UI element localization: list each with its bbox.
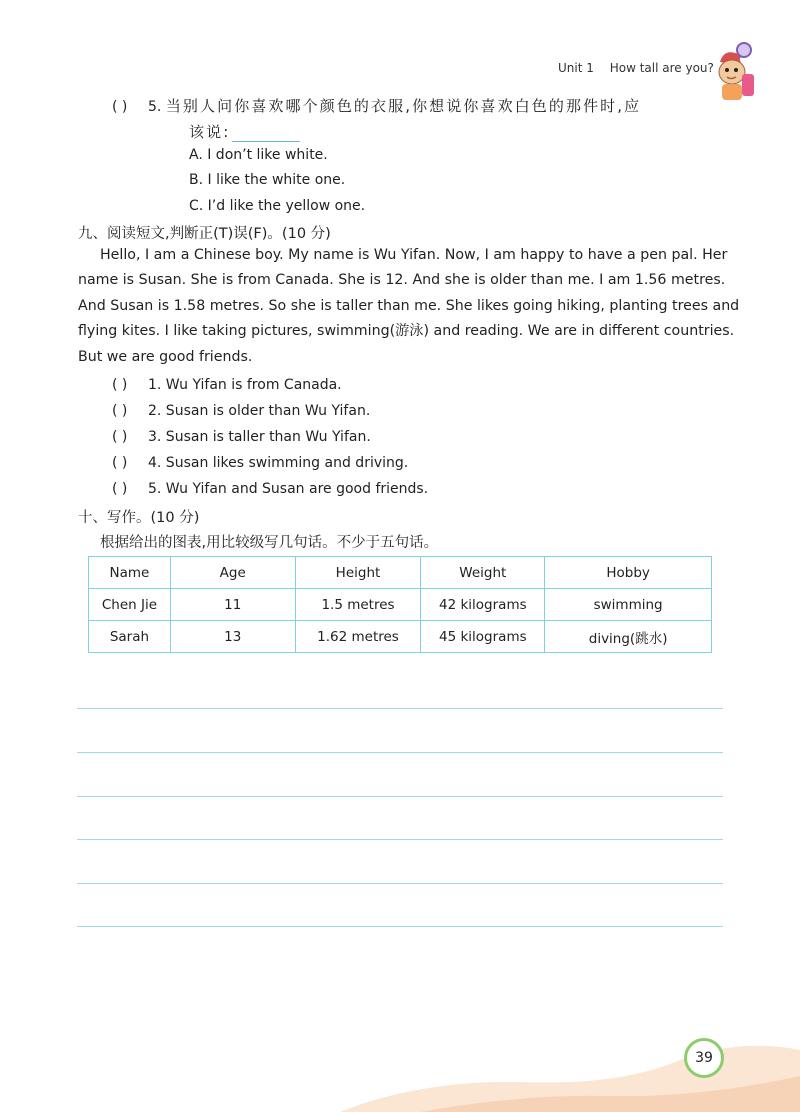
table-header: Height xyxy=(295,557,421,589)
tf-item: ( ) 3. Susan is taller than Wu Yifan. xyxy=(112,429,371,445)
table-cell: 1.5 metres xyxy=(295,589,421,621)
answer-blank[interactable] xyxy=(232,127,300,142)
question-5-prompt-cont: 该说: xyxy=(189,121,300,142)
writing-line[interactable] xyxy=(77,926,723,927)
passage-line: And Susan is 1.58 metres. So she is taller than me. She likes going hiking, planting trees and xyxy=(78,298,740,314)
page-number: 39 xyxy=(684,1038,724,1078)
question-5: ( ) 5. 当别人问你喜欢哪个颜色的衣服,你想说你喜欢白色的那件时,应 xyxy=(112,97,642,115)
table-cell: diving(跳水) xyxy=(545,621,712,653)
section-10-instruction: 根据给出的图表,用比较级写几句话。不少于五句话。 xyxy=(100,535,439,551)
table-cell: 1.62 metres xyxy=(295,621,421,653)
writing-line[interactable] xyxy=(77,883,723,884)
writing-line[interactable] xyxy=(77,839,723,840)
section-10-title: 十、写作。(10 分) xyxy=(78,510,200,526)
tf-item: ( ) 4. Susan likes swimming and driving. xyxy=(112,455,409,471)
answer-paren[interactable]: ( ) xyxy=(112,429,128,445)
table-cell: Chen Jie xyxy=(89,589,171,621)
question-5-prompt: 当别人问你喜欢哪个颜色的衣服,你想说你喜欢白色的那件时,应 xyxy=(165,97,642,115)
answer-paren[interactable]: ( ) xyxy=(112,455,128,471)
decorative-wave xyxy=(0,1020,800,1112)
writing-line[interactable] xyxy=(77,796,723,797)
table-cell: Sarah xyxy=(89,621,171,653)
tf-item: ( ) 5. Wu Yifan and Susan are good friends. xyxy=(112,481,429,497)
running-header xyxy=(558,61,714,75)
answer-paren[interactable]: ( ) xyxy=(112,403,128,419)
passage-line: flying kites. I like taking pictures, swimming(游泳) and reading. We are in different countries. xyxy=(78,323,735,339)
table-cell: 45 kilograms xyxy=(421,621,545,653)
tf-item: ( ) 2. Susan is older than Wu Yifan. xyxy=(112,403,371,419)
table-header-row xyxy=(89,557,712,589)
option-b: B. I like the white one. xyxy=(189,172,346,188)
answer-paren[interactable]: ( ) xyxy=(112,377,128,393)
table-cell: 13 xyxy=(170,621,295,653)
table-row xyxy=(89,589,712,621)
table-cell: 42 kilograms xyxy=(421,589,545,621)
unit-title: How tall are you? xyxy=(609,61,714,75)
table-header: Age xyxy=(170,557,295,589)
table-header: Weight xyxy=(421,557,545,589)
unit-label: Unit 1 xyxy=(558,61,594,75)
tf-item: ( ) 1. Wu Yifan is from Canada. xyxy=(112,377,342,393)
info-table xyxy=(88,556,712,653)
table-cell: swimming xyxy=(545,589,712,621)
table-row xyxy=(89,621,712,653)
passage-line: Hello, I am a Chinese boy. My name is Wu Yifan. Now, I am happy to have a pen pal. Her xyxy=(100,247,728,263)
answer-paren[interactable]: ( ) xyxy=(112,99,128,115)
cartoon-kid-with-magnifier-icon xyxy=(712,40,758,102)
option-a: A. I don’t like white. xyxy=(189,147,328,163)
table-header: Hobby xyxy=(545,557,712,589)
passage-line: name is Susan. She is from Canada. She is 12. And she is older than me. I am 1.56 metres. xyxy=(78,272,726,288)
answer-paren[interactable]: ( ) xyxy=(112,481,128,497)
table-cell: 11 xyxy=(170,589,295,621)
option-c: C. I’d like the yellow one. xyxy=(189,198,366,214)
section-9-title: 九、阅读短文,判断正(T)误(F)。(10 分) xyxy=(78,226,331,242)
passage-line: But we are good friends. xyxy=(78,349,253,365)
writing-line[interactable] xyxy=(77,708,723,709)
writing-line[interactable] xyxy=(77,752,723,753)
table-header: Name xyxy=(89,557,171,589)
